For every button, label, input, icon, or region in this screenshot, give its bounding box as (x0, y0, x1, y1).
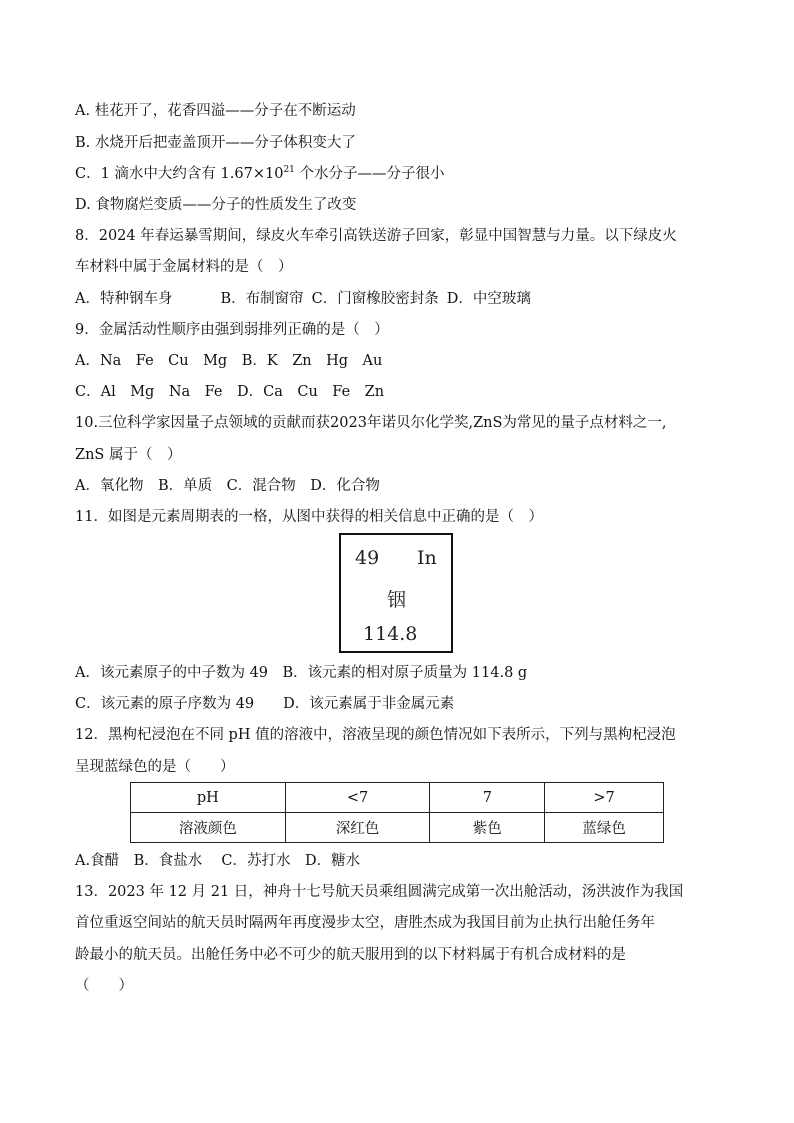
q9-options-row1: A．Na Fe Cu Mg B．K Zn Hg Au (75, 353, 383, 369)
q7-option-d: D. 食物腐烂变质——分子的性质发生了改变 (75, 197, 357, 213)
q8-option-c: C．门窗橡胶密封条 (311, 291, 439, 307)
q13-stem-line3: 龄最小的航天员。出舱任务中必不可少的航天服用到的以下材料属于有机合成材料的是 (75, 947, 626, 963)
table-cell: <7 (285, 783, 430, 813)
q7-option-c-pre: C．1 滴水中大约含有 1.67×10 (75, 166, 284, 182)
element-symbol: In (417, 547, 437, 569)
q7-option-c (75, 164, 445, 184)
q10-stem-line1: 10.三位科学家因量子点领域的贡献而获2023年诺贝尔化学奖,ZnS为常见的量子点材料之一, (75, 415, 667, 431)
element-cell-indium (339, 533, 453, 653)
q13-stem-line4: （ ） (75, 978, 133, 994)
element-atomic-mass: 114.8 (363, 623, 418, 645)
q12-options: A.食醋 B．食盐水 C．苏打水 D．糖水 (75, 853, 361, 869)
q8-option-b: B．布制窗帘 (220, 291, 304, 307)
q11-options-row1: A．该元素原子的中子数为 49 B．该元素的相对原子质量为 114.8 g (75, 665, 528, 681)
q11-options-row2: C．该元素的原子序数为 49 D．该元素属于非金属元素 (75, 696, 455, 712)
table-row (131, 813, 664, 843)
q10-options: A．氧化物 B．单质 C．混合物 D．化合物 (75, 478, 380, 494)
q12-stem-line1: 12．黑枸杞浸泡在不同 pH 值的溶液中，溶液呈现的颜色情况如下表所示，下列与黑枸杞浸泡 (75, 727, 676, 743)
q13-stem-line1: 13．2023 年 12 月 21 日，神舟十七号航天员乘组圆满完成第一次出舱活动，汤洪波作为我国 (75, 884, 684, 900)
q13-stem-line2: 首位重返空间站的航天员时隔两年再度漫步太空，唐胜杰成为我国目前为止执行出舱任务年 (75, 915, 655, 931)
q8-stem-line2: 车材料中属于金属材料的是（ ） (75, 259, 293, 275)
ph-color-table (130, 782, 664, 843)
q9-options-row2: C．Al Mg Na Fe D．Ca Cu Fe Zn (75, 384, 385, 400)
table-cell: 蓝绿色 (545, 813, 664, 843)
element-name: 铟 (387, 589, 407, 611)
table-cell: 溶液颜色 (131, 813, 286, 843)
table-cell: 紫色 (430, 813, 545, 843)
q12-stem-line2: 呈现蓝绿色的是（ ） (75, 759, 235, 775)
table-row (131, 783, 664, 813)
table-cell: 7 (430, 783, 545, 813)
q7-option-c-post: 个水分子——分子很小 (294, 166, 445, 182)
q8-stem-line1: 8．2024 年春运暴雪期间，绿皮火车牵引高铁送游子回家，彰显中国智慧与力量。以下绿皮火 (75, 228, 677, 244)
q8-option-a: A．特种钢车身 (75, 291, 173, 307)
table-cell: 深红色 (285, 813, 430, 843)
q10-stem-line2: ZnS 属于（ ） (75, 447, 182, 463)
table-cell: >7 (545, 783, 664, 813)
q8-option-d: D．中空玻璃 (446, 291, 531, 307)
table-cell: pH (131, 783, 286, 813)
q8-options (75, 289, 531, 309)
element-atomic-number: 49 (355, 547, 380, 569)
q7-option-c-exponent: 21 (283, 165, 295, 175)
q9-stem: 9．金属活动性顺序由强到弱排列正确的是（ ） (75, 322, 389, 338)
q7-option-b: B. 水烧开后把壶盖顶开——分子体积变大了 (75, 135, 356, 151)
q11-stem: 11．如图是元素周期表的一格，从图中获得的相关信息中正确的是（ ） (75, 509, 543, 525)
q7-option-a: A. 桂花开了，花香四溢——分子在不断运动 (75, 103, 356, 119)
